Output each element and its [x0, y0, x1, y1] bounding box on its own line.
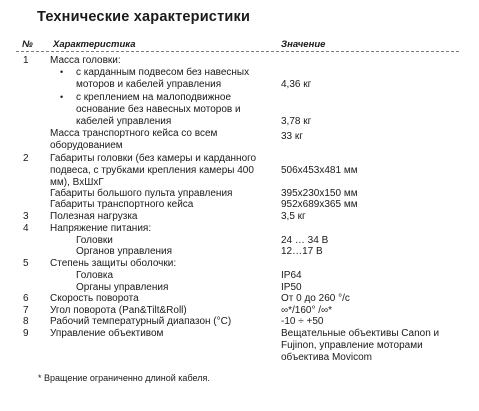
- row-1-case-line-2: оборудованием: [50, 140, 123, 151]
- row-4-sub-2: Органов управления: [76, 246, 173, 257]
- row-2-value-1: 506х453х481 мм: [281, 165, 358, 176]
- row-2-line-3: мм), ВхШхГ: [50, 177, 104, 188]
- row-7-num: 7: [23, 305, 29, 316]
- row-1-bullet-1-value: 4,36 кг: [281, 79, 312, 90]
- row-4-sub-1: Головки: [76, 235, 113, 246]
- row-8-num: 8: [23, 316, 29, 327]
- row-6-num: 6: [23, 293, 29, 304]
- row-5-sub-1: Головка: [76, 270, 114, 281]
- row-1-bullet-2-line-2: основание без навесных моторов и: [76, 104, 241, 115]
- row-9-label: Управление объективом: [50, 328, 164, 339]
- row-2-line-1: Габариты головки (без камеры и карданного: [50, 153, 257, 164]
- row-1-case-value: 33 кг: [281, 131, 303, 142]
- row-1-bullet-2-line-3: кабелей управления: [76, 116, 172, 127]
- row-5-value-1: IP64: [281, 270, 302, 281]
- row-2-num: 2: [23, 153, 29, 164]
- row-9-num: 9: [23, 328, 29, 339]
- row-5-sub-2: Органы управления: [76, 282, 169, 293]
- row-9-value-2: Fujinon, управление моторами: [281, 340, 423, 351]
- bullet-icon: •: [60, 67, 64, 77]
- bullet-icon: •: [60, 92, 64, 102]
- row-3-num: 3: [23, 211, 29, 222]
- footnote: * Вращение ограниченно длиной кабеля.: [38, 373, 210, 383]
- row-2-line-2: подвеса, с трубками крепления камеры 400: [50, 165, 254, 176]
- row-1-bullet-1-line-1: с карданным подвесом без навесных: [76, 67, 250, 78]
- row-5-label: Степень защиты оболочки:: [50, 258, 177, 269]
- header-divider: [16, 51, 459, 52]
- page-title: Технические характеристики: [37, 9, 251, 25]
- header-characteristic: Характеристика: [53, 39, 136, 50]
- row-1-bullet-1-line-2: моторов и кабелей управления: [76, 79, 222, 90]
- row-4-num: 4: [23, 223, 29, 234]
- row-4-value-2: 12…17 В: [281, 246, 323, 257]
- row-1-num: 1: [23, 55, 29, 66]
- header-value: Значение: [281, 39, 326, 50]
- row-5-num: 5: [23, 258, 29, 269]
- row-4-label: Напряжение питания:: [50, 223, 152, 234]
- row-8-value: -10 ÷ +50: [281, 316, 324, 327]
- row-7-value: ∞*/160° /∞*: [281, 305, 333, 316]
- row-9-value-1: Вещательные объективы Canon и: [281, 328, 440, 339]
- row-4-value-1: 24 … 34 В: [281, 235, 329, 246]
- row-7-label: Угол поворота (Pan&Tilt&Roll): [50, 305, 187, 316]
- row-5-value-2: IP50: [281, 282, 302, 293]
- row-1-bullet-2-value: 3,78 кг: [281, 116, 312, 127]
- row-2-line-4: Габариты большого пульта управления: [50, 188, 233, 199]
- header-num: №: [22, 39, 33, 50]
- row-1-bullet-2-line-1: с креплением на малоподвижное: [76, 92, 232, 103]
- row-1-case-line-1: Масса транспортного кейса со всем: [50, 128, 218, 139]
- row-8-label: Рабочий температурный диапазон (°С): [50, 316, 232, 327]
- row-6-value: От 0 до 260 °/с: [281, 293, 350, 304]
- row-6-label: Скорость поворота: [50, 293, 139, 304]
- row-2-line-5: Габариты транспортного кейса: [50, 199, 194, 210]
- row-1-label: Масса головки:: [50, 55, 121, 66]
- row-2-value-2: 395х230х150 мм: [281, 188, 358, 199]
- row-3-label: Полезная нагрузка: [50, 211, 138, 222]
- row-2-value-3: 952х689х365 мм: [281, 199, 358, 210]
- row-3-value: 3,5 кг: [281, 211, 306, 222]
- row-9-value-3: объектива Movicom: [281, 352, 372, 363]
